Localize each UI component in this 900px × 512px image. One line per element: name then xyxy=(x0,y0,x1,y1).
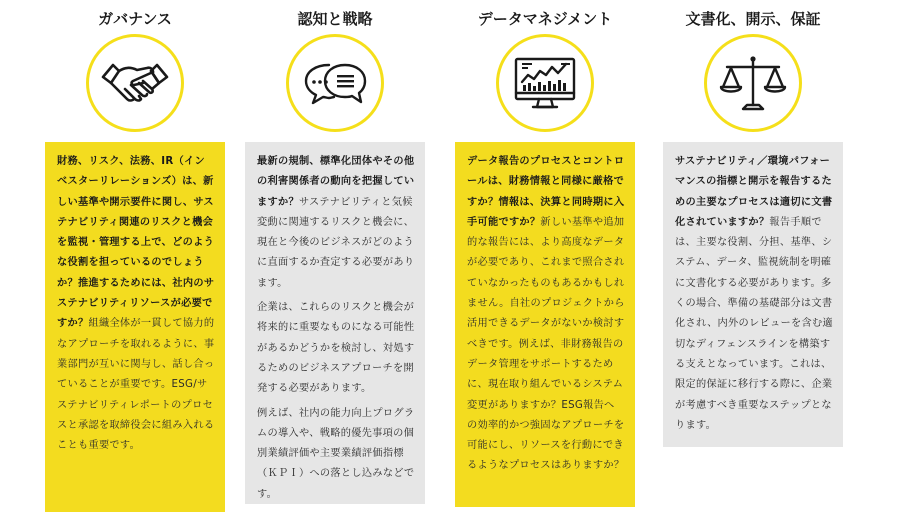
speech-bubbles-icon xyxy=(286,34,384,132)
handshake-icon xyxy=(86,34,184,132)
panel-text: 報告手順では、主要な役割、分担、基準、システム、データ、監視統制を明確に文書化する必要があります。多くの場合、準備の基礎部分は文書化され、内外のレビューを含む適切なディフェンスラインを構築する支えとなっています。これは、限定的保証に移行する際に、企業が考慮すべき重要なステップとなります。 xyxy=(675,216,833,431)
data-management-panel xyxy=(455,142,635,507)
panel-question: サステナビリティ／環境パフォーマンスの指標と開示を報告するための主要なプロセスは適切に文書化されていますか？ xyxy=(675,156,833,228)
panel-question: 財務、リスク、法務、IR（インベスターリレーションズ）は、新しい基準や開示要件に関し、サステナビリティ関連のリスクと機会を監視・管理する上で、どのような役割を担っているのでしょうか？推進するためには、社内のサステナビリティリソースが必要ですか？ xyxy=(57,156,215,330)
panel-text: 組織全体が一貫して協力的なアプローチを取れるように、事業部門が互いに関与し、話し合っていることが重要です。ESG/サステナビリティレポートのプロセスと承認を取締役会に組み入れることも重要です。 xyxy=(57,318,215,452)
governance-panel xyxy=(45,142,225,512)
panel-text: 企業は、これらのリスクと機会が将来的に重要なものになる可能性があるかどうかを検討し、対処するためのビジネスアプローチを開発する必要があります。 xyxy=(257,302,415,395)
balance-scale-icon xyxy=(704,34,802,132)
panel-text: 新しい基準や追加的な報告には、より高度なデータが必要であり、これまで照合されていなかったものもあるかもしれません。自社のプロジェクトから活用できるデータがないか検討すべきです。例えば、非財務報告のデータ管理をサポートするために、現在取り組んでいるシステム変更がありますか？ESG報告への効率的かつ強固なアプローチを可能にし、リソースを行動にできるようなプロセスはありますか？ xyxy=(467,216,625,472)
panel-text: 例えば、社内の能力向上プログラムの導入や、戦略的優先事項の個別業績評価や主要業績評価指標（ＫＰＩ）への落とし込みなどです。 xyxy=(257,407,415,500)
monitor-chart-icon xyxy=(496,34,594,132)
column-title: 認知と戦略 xyxy=(297,10,373,28)
column-title: 文書化、開示、保証 xyxy=(685,10,821,28)
column-title: ガバナンス xyxy=(98,10,172,28)
awareness-strategy-panel xyxy=(245,142,425,504)
documentation-panel xyxy=(663,142,843,447)
panel-text: サステナビリティと気候変動に関連するリスクと機会に、現在と今後のビジネスがどのように直面するか査定する必要があります。 xyxy=(257,196,415,289)
panel-question: データ報告のプロセスとコントロールは、財務情報と同様に厳格ですか？情報は、決算と同時期に入手可能ですか？ xyxy=(467,156,625,228)
column-title: データマネジメント xyxy=(477,10,613,28)
panel-question: 最新の規制、標準化団体やその他の利害関係者の動向を把握していますか？ xyxy=(257,156,415,208)
